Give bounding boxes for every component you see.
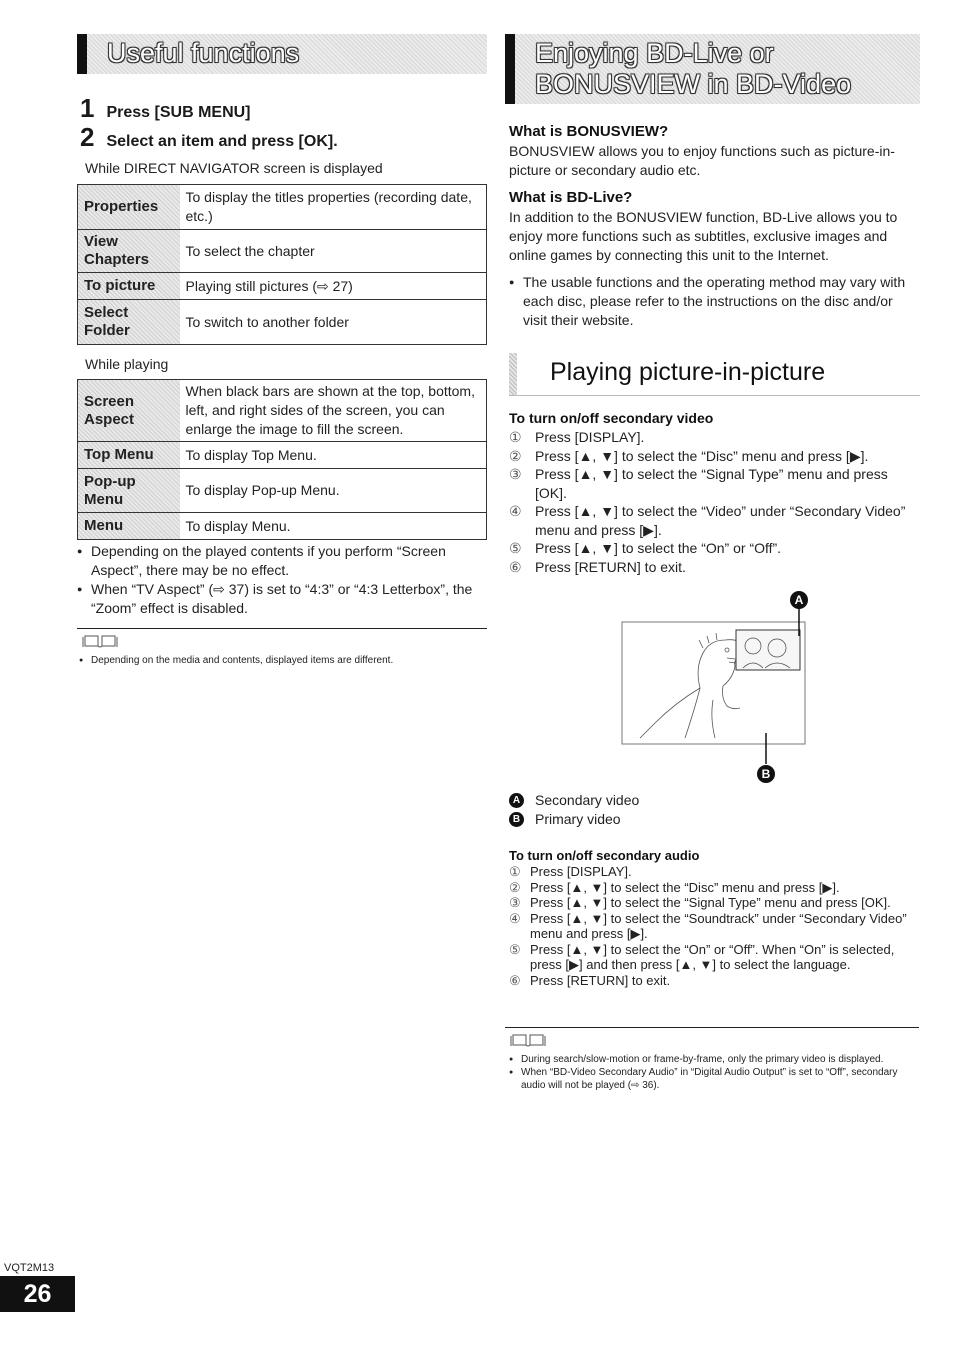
list-item (509, 973, 914, 989)
step-number: ⑤ (509, 540, 522, 556)
table-value: To display the titles properties (recording date, etc.) (180, 185, 487, 230)
legend-label: Secondary video (535, 792, 640, 808)
step-text: Press [▲, ▼] to select the “Soundtrack” under “Secondary Video” menu and press [▶]. (530, 910, 907, 941)
table-value: To display Top Menu. (180, 442, 487, 469)
step-text: Press [▲, ▼] to select the “Disc” menu and press [▶]. (530, 879, 840, 895)
table-row (78, 230, 487, 273)
bd-live-text: In addition to the BONUSVIEW function, BD-Live allows you to enjoy more functions such as subtitles, exclusive images and online games by connecting this unit to the Internet. (509, 209, 898, 263)
pip-title: Playing picture-in-picture (550, 358, 826, 386)
table-value: To select the chapter (180, 230, 487, 273)
step-number: 1 (80, 93, 95, 123)
step-text: Press [RETURN] to exit. (530, 972, 671, 988)
step-number: ③ (509, 466, 522, 482)
step-text: Select an item and press [OK]. (106, 133, 338, 150)
secondary-audio-heading: To turn on/off secondary audio (509, 848, 700, 863)
step-1 (80, 93, 251, 124)
secondary-video-heading: To turn on/off secondary video (509, 410, 714, 426)
bonusview-heading: What is BONUSVIEW? (509, 123, 669, 140)
table-row (78, 185, 487, 230)
banner-title: Useful functions (107, 38, 300, 68)
step-number: ③ (509, 895, 521, 910)
step-text: Press [DISPLAY]. (535, 429, 645, 445)
list-item: ● During search/slow-motion or frame-by-frame, only the primary video is displayed. (509, 1053, 914, 1066)
banner-bar (77, 34, 87, 74)
table-value: To display Menu. (180, 513, 487, 540)
table-key: Properties (78, 185, 180, 230)
table-key: Menu (78, 513, 180, 540)
note-divider (505, 1027, 919, 1028)
table-key: Select Folder (78, 300, 180, 345)
table-row (78, 273, 487, 300)
table-key: Screen Aspect (78, 380, 180, 442)
list-item (509, 558, 919, 577)
table-value: Playing still pictures (⇨ 27) (180, 273, 487, 300)
step-number: ① (509, 864, 521, 879)
list-item (509, 880, 914, 896)
step-text: Press [▲, ▼] to select the “On” or “Off”. (535, 540, 782, 556)
list-item (509, 911, 914, 942)
step-number: ⑥ (509, 972, 521, 988)
bd-live-banner (505, 34, 920, 104)
table-row (78, 442, 487, 469)
model-code: VQT2M13 (4, 1262, 55, 1274)
step-text: Press [SUB MENU] (106, 104, 251, 121)
note-divider (77, 628, 487, 629)
playing-caption: While playing (85, 356, 169, 372)
list-item (509, 864, 914, 880)
secondary-audio-steps (509, 864, 914, 988)
list-item (509, 942, 914, 973)
step-text: Press [▲, ▼] to select the “On” or “Off”. When “On” is selected, press [▶] and then press [▲, ▼] to select the language. (530, 941, 895, 972)
dinosaur-icon (640, 633, 748, 738)
marker-a-letter: A (794, 593, 804, 607)
step-text: Press [▲, ▼] to select the “Signal Type” menu and press [OK]. (530, 895, 891, 910)
list-item: ● When “BD-Video Secondary Audio” in “Digital Audio Output” is set to “Off”, secondary audio will not be played (⇨ 36). (509, 1066, 914, 1092)
step-text: Press [DISPLAY]. (530, 864, 632, 879)
table-key: Top Menu (78, 442, 180, 469)
bd-live-bullets (509, 273, 909, 330)
list-item (509, 895, 914, 911)
note-icon (82, 634, 118, 648)
page-number: 26 (0, 1276, 75, 1312)
right-notes (509, 1053, 914, 1092)
banner-title-line1: Enjoying BD-Live or (535, 38, 774, 68)
note-icon (510, 1033, 546, 1047)
list-item: ● Depending on the played contents if you perform “Screen Aspect”, there may be no effect. (77, 542, 482, 580)
list-item (509, 502, 919, 539)
table-key: To picture (78, 273, 180, 300)
legend-label: Primary video (535, 811, 621, 827)
table-key: Pop-up Menu (78, 469, 180, 513)
table-key: View Chapters (78, 230, 180, 273)
marker-a-icon: A (509, 793, 524, 808)
section-underline (509, 395, 920, 396)
banner-bar (505, 34, 515, 104)
list-item (509, 447, 919, 466)
table-row (78, 469, 487, 513)
list-item (509, 465, 919, 502)
step-number: ② (509, 447, 522, 464)
bonusview-text: BONUSVIEW allows you to enjoy functions such as picture-in-picture or secondary audio etc. (509, 143, 895, 178)
marker-b-letter: B (761, 767, 771, 781)
list-item (509, 428, 919, 447)
table-value: When black bars are shown at the top, bottom, left, and right sides of the screen, you can enlarge the image to fill the screen. (180, 380, 487, 442)
step-number: ⑤ (509, 941, 521, 957)
marker-b-icon: B (509, 812, 524, 827)
useful-functions-banner (77, 34, 487, 74)
left-notes (79, 654, 484, 667)
legend-item-a (509, 791, 639, 810)
table-value: To display Pop-up Menu. (180, 469, 487, 513)
table-row (78, 513, 487, 540)
step-number: ⑥ (509, 558, 522, 575)
legend-item-b (509, 810, 639, 829)
direct-nav-caption: While DIRECT NAVIGATOR screen is displayed (85, 160, 383, 176)
step-text: Press [▲, ▼] to select the “Disc” menu and press [▶]. (535, 447, 869, 464)
illustration-legend (509, 791, 639, 829)
step-text: Press [▲, ▼] to select the “Signal Type” menu and press [OK]. (535, 466, 888, 501)
left-bullets (77, 542, 482, 618)
step-number: 2 (80, 122, 95, 152)
step-text: Press [RETURN] to exit. (535, 558, 686, 575)
secondary-video-steps (509, 428, 919, 576)
playing-table (77, 379, 487, 540)
list-item (509, 539, 919, 558)
step-number: ② (509, 879, 521, 895)
list-item: ● The usable functions and the operating method may vary with each disc, please refer to the instructions on the disc and/or visit their website. (509, 273, 909, 330)
table-value: To switch to another folder (180, 300, 487, 345)
direct-nav-table (77, 184, 487, 345)
section-bar (509, 353, 517, 395)
banner-title-line2: BONUSVIEW in BD-Video (535, 69, 852, 99)
table-row (78, 300, 487, 345)
step-text: Press [▲, ▼] to select the “Video” under “Secondary Video” menu and press [▶]. (535, 503, 906, 538)
bd-live-heading: What is BD-Live? (509, 189, 633, 206)
step-number: ① (509, 429, 522, 445)
list-item: ● Depending on the media and contents, displayed items are different. (79, 654, 484, 667)
step-number: ④ (509, 503, 522, 519)
pip-illustration (615, 588, 815, 788)
step-number: ④ (509, 910, 521, 926)
table-row (78, 380, 487, 442)
list-item: ● When “TV Aspect” (⇨ 37) is set to “4:3” or “4:3 Letterbox”, the “Zoom” effect is disabled. (77, 580, 482, 618)
step-2 (80, 122, 338, 153)
